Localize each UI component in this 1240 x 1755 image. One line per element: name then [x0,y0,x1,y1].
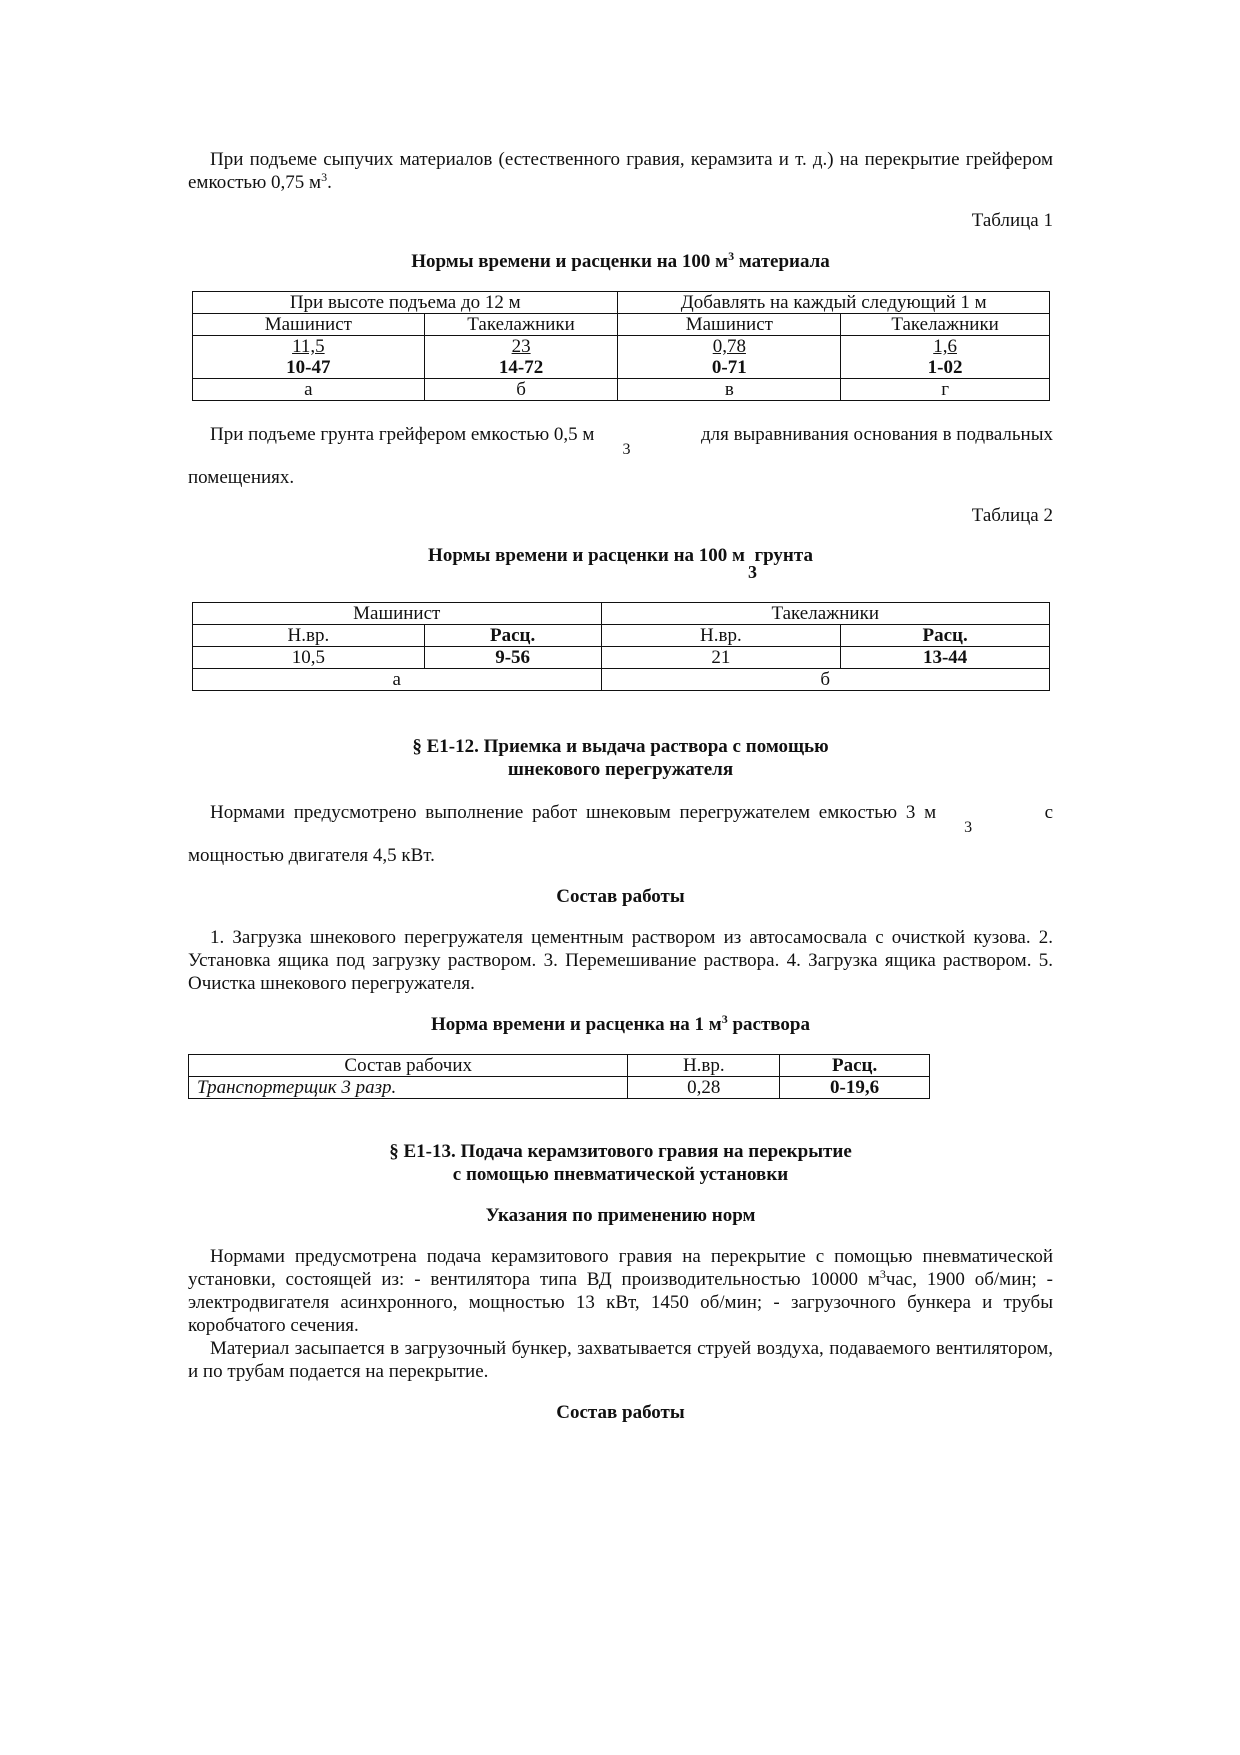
document-page [188,148,1053,1424]
table-row [193,379,1050,401]
norm-title-text: Норма времени и расценка на 1 м [430,1014,722,1035]
table1-letter: а [193,379,425,401]
table2-col-header: Расц. [841,625,1050,647]
section-e1-13-text-b: час, 1900 об/мин; - электродвигателя асинхронного, мощностью 13 кВт, 1450 об/мин; - загрузочного бункера и трубы коробчатого сечения. [188,1269,1053,1336]
table2-letter: б [601,669,1050,691]
price-value: 1-02 [927,357,963,378]
table1-group-header: При высоте подъема до 12 м [193,292,618,314]
norm-title-sup: 3 [721,1012,728,1026]
intro-paragraph [188,148,1053,194]
table-row [193,603,1050,625]
table2-col-header: Н.вр. [601,625,841,647]
price-value: 0-71 [711,357,747,378]
intro-text: При подъеме сыпучих материалов (естественного гравия, керамзита и т. д.) на перекрытие грейфером емкостью 0,75 м [188,149,1053,193]
norm-value: 23 [511,336,531,357]
table2-col-header: Расц. [424,625,601,647]
section-e1-12-paragraph [188,801,1053,836]
table-row [193,314,1050,336]
table2-cell: 10,5 [193,647,425,669]
table1-col-header: Машинист [193,314,425,336]
soil-text-b: для выравнивания основания в подвальных [700,424,1053,445]
table2-group-header: Такелажники [601,603,1050,625]
soil-text-a [188,423,631,458]
table2-letter: а [193,669,602,691]
section-e1-13-paragraph1 [188,1245,1053,1337]
table2-cell: 13-44 [841,647,1050,669]
cubic-subscript: 3 [964,819,973,836]
table-row [193,625,1050,647]
work-composition-text: 1. Загрузка шнекового перегружателя цементным раствором из автосамосвала с очисткой кузова. 2. Установка ящика под загрузку раствором. 3. Перемешивание раствора. 4. Загрузка ящика раствором. 5. Очистка шнекового перегружателя. [188,927,1053,994]
norm-value: 11,5 [292,336,325,357]
section-e1-12-title-line1: § Е1-12. Приемка и выдача раствора с помощью [412,736,829,757]
crew-col-header: Состав рабочих [189,1055,628,1077]
table1-title-text: Нормы времени и расценки на 100 м [411,251,729,272]
crew-table [188,1054,930,1099]
table1-group-header: Добавлять на каждый следующий 1 м [618,292,1050,314]
soil-text: При подъеме грунта грейфером емкостью 0,5 м [210,424,595,445]
table-row [193,336,1050,379]
section-e1-12-title-line2: шнекового перегружателя [507,759,734,780]
cubic-superscript: 3 [321,170,328,184]
table2-group-header: Машинист [193,603,602,625]
section-e1-12-text-line2: мощностью двигателя 4,5 кВт. [188,845,435,866]
work-composition-title-2: Состав работы [556,1402,685,1423]
norm-title-end: раствора [727,1014,810,1035]
table1-col-header: Такелажники [424,314,618,336]
table1-title-end: материала [734,251,830,272]
table2-cell: 21 [601,647,841,669]
soil-paragraph [188,423,1053,458]
table1-caption: Таблица 1 [971,210,1053,231]
section-e1-13-paragraph2: Материал засыпается в загрузочный бункер, захватывается струей воздуха, подаваемого вентилятором, и по трубам подается на перекрытие. [188,1338,1053,1382]
crew-cell: 0,28 [628,1077,780,1099]
table2-title-end: грунта [754,545,813,566]
section-e1-13-text-a: Нормами предусмотрена подача керамзитового гравия на перекрытие с помощью пневматической установки, состоящей из: - вентилятора типа ВД производительностью 10000 м [188,1246,1053,1290]
cubic-superscript: 3 [879,1267,886,1281]
crew-cell: Транспортерщик 3 разр. [189,1077,628,1099]
table2-cell: 9-56 [424,647,601,669]
table1-col-header: Такелажники [841,314,1050,336]
table1-cell [841,336,1050,379]
guide-title: Указания по применению норм [485,1205,756,1226]
table-row [193,647,1050,669]
table1-title-sup: 3 [728,249,735,263]
section-e1-13-title-line2: с помощью пневматической установки [452,1164,789,1185]
table1-cell [618,336,841,379]
table2-col-header: Н.вр. [193,625,425,647]
section-e1-12-text: Нормами предусмотрено выполнение работ шнековым перегружателем емкостью 3 м [210,802,937,823]
table1 [192,291,1050,401]
table2-caption: Таблица 2 [971,505,1053,526]
table2-title [188,545,1053,589]
table1-letter: г [841,379,1050,401]
table1-col-header: Машинист [618,314,841,336]
crew-col-header: Расц. [780,1055,930,1077]
crew-col-header: Н.вр. [628,1055,780,1077]
table2 [192,602,1050,691]
table2-title-wrap [428,545,757,582]
table1-letter: в [618,379,841,401]
table2-title-sub: 3 [747,562,757,582]
norm-title [188,1013,1053,1036]
crew-cell: 0-19,6 [780,1077,930,1099]
table-row [193,292,1050,314]
price-value: 14-72 [498,357,544,378]
section-e1-12-text-wrap [188,801,973,836]
norm-value: 0,78 [712,336,746,357]
table2-title-text: Нормы времени и расценки на 100 м [428,545,745,566]
table1-title [188,250,1053,273]
cubic-subscript: 3 [622,441,631,458]
section-e1-13-title-line1: § Е1-13. Подача керамзитового гравия на перекрытие [389,1141,852,1162]
table-row [189,1077,930,1099]
intro-end: . [327,172,332,193]
norm-value: 1,6 [933,336,957,357]
table1-letter: б [424,379,618,401]
table-row [193,669,1050,691]
table-row [189,1055,930,1077]
table1-cell [424,336,618,379]
soil-text-line2: помещениях. [188,467,295,488]
price-value: 10-47 [286,357,331,378]
table1-cell [193,336,425,379]
work-composition-title: Состав работы [556,886,685,907]
section-e1-12-text-end: с [1044,802,1053,823]
